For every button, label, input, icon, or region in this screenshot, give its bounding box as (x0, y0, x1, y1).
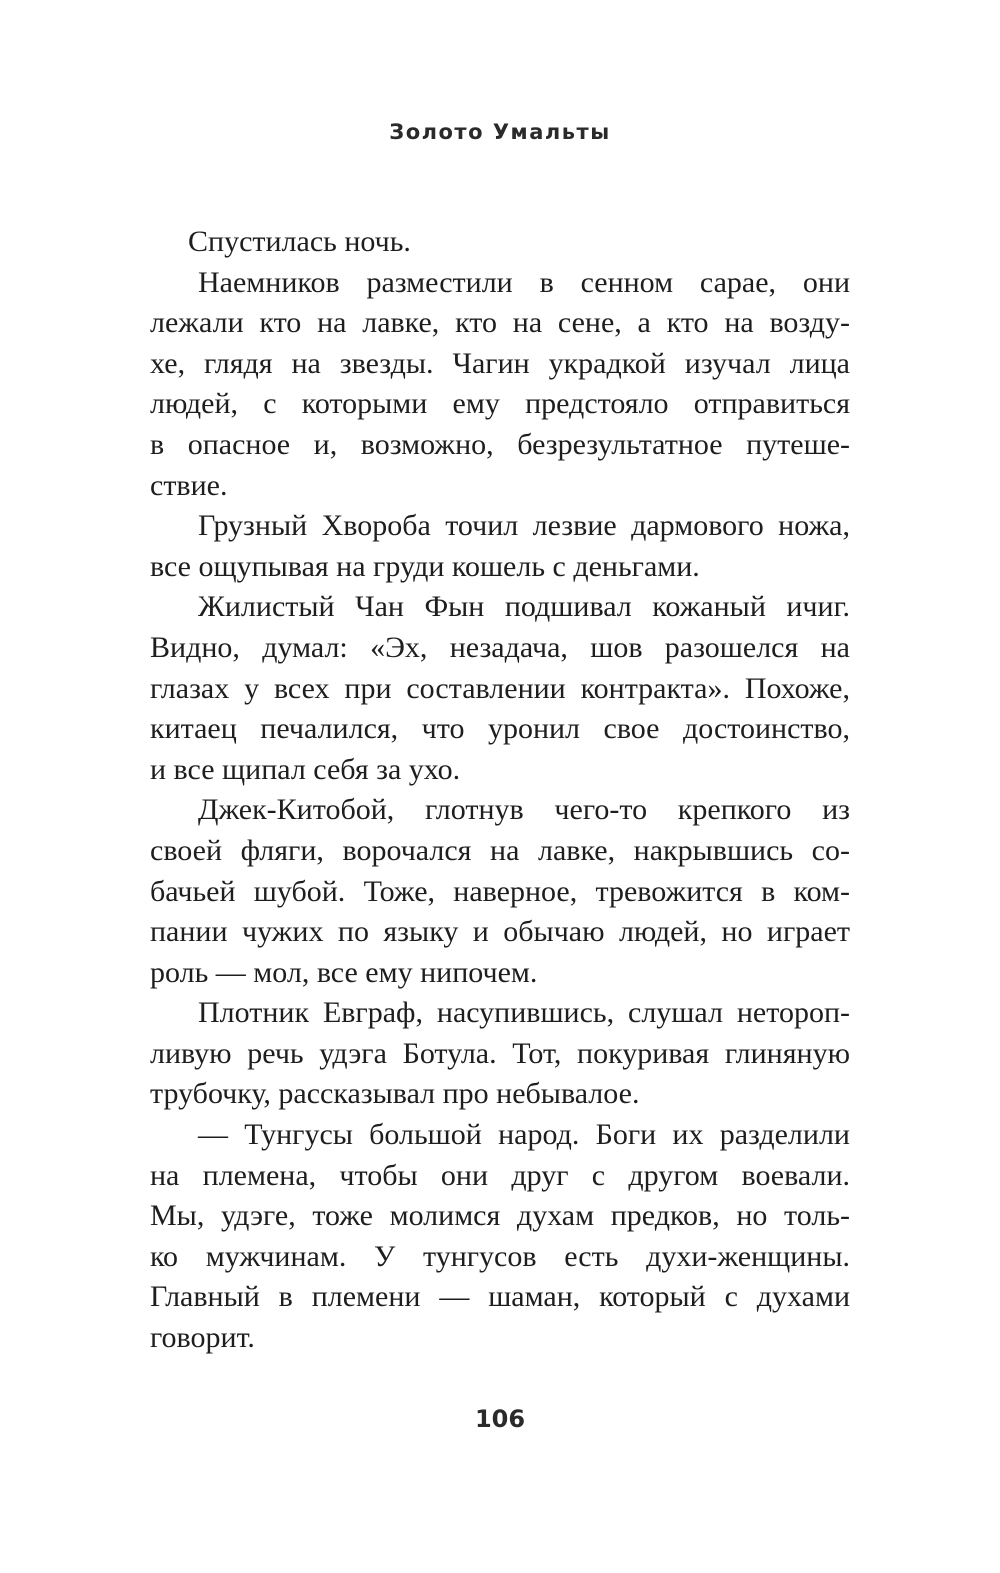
text-line: — Тунгусы большой народ. Боги их разделили (198, 1118, 850, 1152)
text-line: роль — мол, все ему нипочем. (150, 955, 538, 989)
text-line: лежали кто на лавке, кто на сене, а кто на возду- (150, 306, 850, 340)
text-line: Главный в племени — шаман, который с духами (150, 1280, 850, 1314)
text-line: Спустилась ночь. (188, 225, 411, 258)
text-line: говорит. (150, 1321, 255, 1355)
running-header: Золото Умальты (389, 120, 611, 144)
text-line: и все щипал себя за ухо. (150, 752, 461, 786)
text-line: Видно, думал: «Эх, незадача, шов разошелся на (150, 630, 850, 664)
text-line: трубочку, рассказывал про небывалое. (150, 1077, 640, 1111)
text-line: Джек-Китобой, глотнув чего-то крепкого из (198, 793, 850, 827)
text-line: Плотник Евграф, насупившись, слушал нетороп- (198, 996, 850, 1030)
text-line: глазах у всех при составлении контракта». Похоже, (150, 671, 850, 705)
text-line: ствие. (150, 468, 228, 502)
text-line: ливую речь удэга Ботула. Тот, покуривая глиняную (150, 1036, 850, 1070)
text-line: Наемников разместили в сенном сарае, они (198, 265, 850, 299)
text-line: своей фляги, ворочался на лавке, накрывшись со- (150, 833, 850, 867)
text-line: людей, с которыми ему предстояло отправиться (150, 387, 850, 421)
text-line: бачьей шубой. Тоже, наверное, тревожится в ком- (150, 874, 850, 908)
text-line: хе, глядя на звезды. Чагин украдкой изучал лица (150, 346, 850, 380)
text-line: все ощупывая на груди кошель с деньгами. (150, 549, 700, 583)
text-line: пании чужих по языку и обычаю людей, но играет (150, 915, 850, 949)
text-line: в опасное и, возможно, безрезультатное путеше- (150, 427, 850, 461)
page-number: 106 (474, 1405, 526, 1433)
text-line: Мы, удэге, тоже молимся духам предков, но толь- (150, 1199, 850, 1233)
text-line: Грузный Хвороба точил лезвие дармового ножа, (198, 509, 850, 543)
text-line: Жилистый Чан Фын подшивал кожаный ичиг. (198, 590, 850, 624)
text-line: ко мужчинам. У тунгусов есть духи-женщины. (150, 1239, 850, 1273)
body-text (150, 222, 850, 1359)
text-line: китаец печалился, что уронил свое достоинство, (150, 712, 850, 746)
text-line: на племена, чтобы они друг с другом воевали. (150, 1158, 850, 1192)
